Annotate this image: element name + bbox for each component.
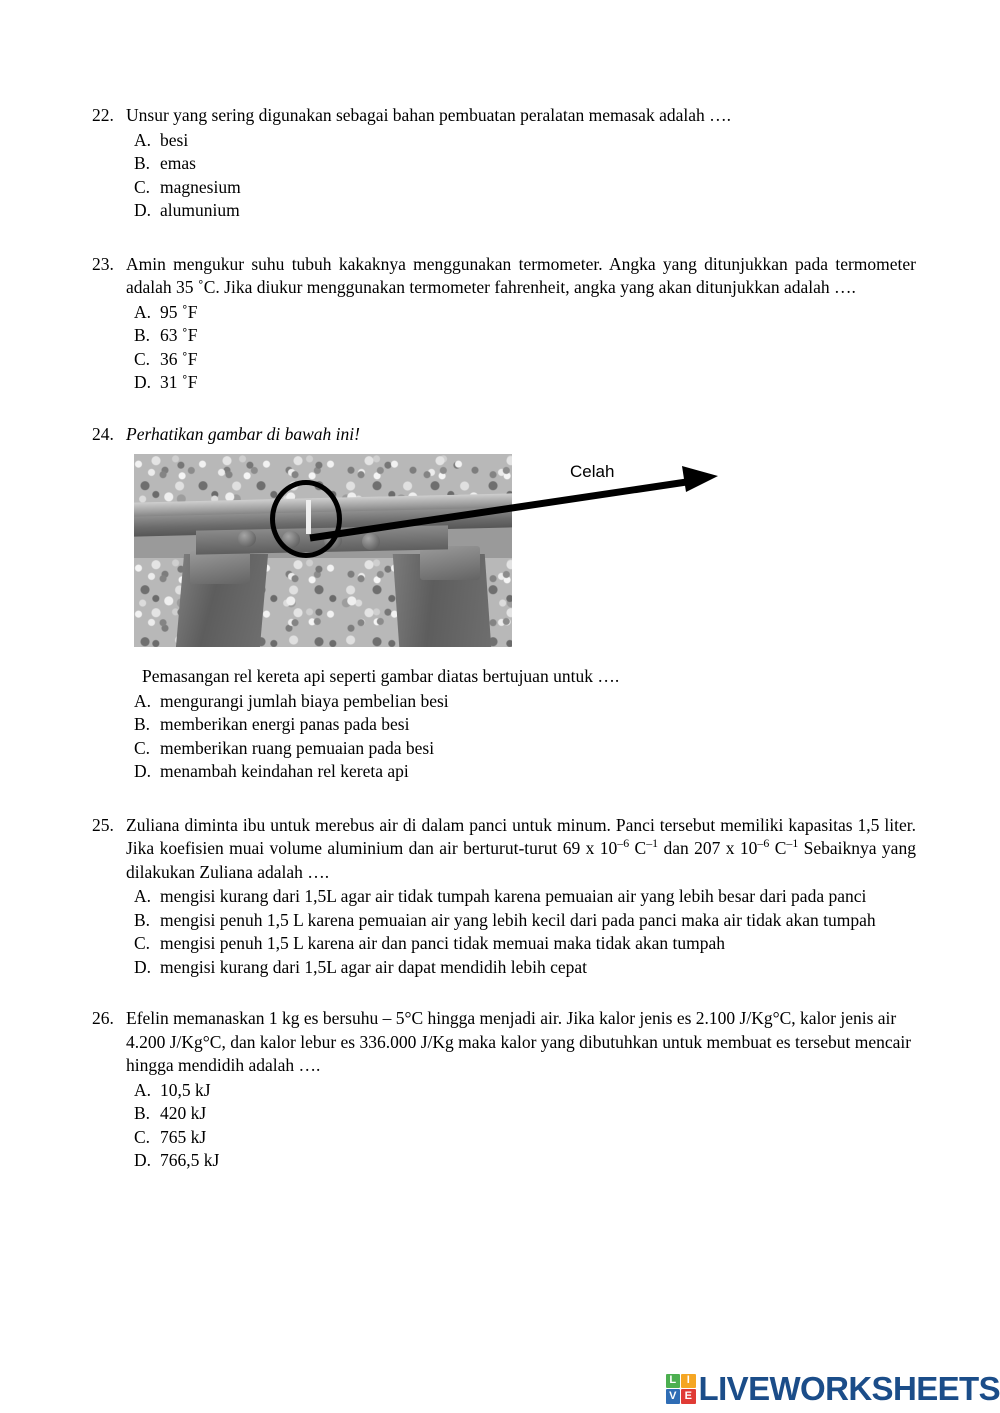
rail-clip-right [420, 546, 480, 580]
question-22-body [126, 104, 916, 128]
bolt [362, 533, 380, 550]
option-letter: A. [134, 886, 152, 906]
option-text: 10,5 kJ [160, 1079, 211, 1100]
question-23-option-b[interactable] [134, 324, 916, 348]
option-letter: A. [134, 1079, 152, 1100]
option-letter: D. [134, 200, 152, 220]
option-letter: B. [134, 1103, 151, 1123]
question-24-figure [134, 454, 874, 659]
question-23-option-d[interactable] [134, 371, 916, 395]
question-22-option-d[interactable] [134, 199, 916, 223]
option-text: mengurangi jumlah biaya pembelian besi [160, 690, 449, 711]
question-23 [92, 253, 916, 395]
option-letter: D. [134, 372, 152, 392]
question-22-option-c[interactable] [134, 176, 916, 200]
option-letter: D. [134, 761, 152, 781]
stem-superscript: –1 [786, 836, 799, 851]
option-letter: A. [134, 301, 152, 322]
option-letter: C. [134, 176, 151, 197]
option-text: mengisi penuh 1,5 L karena pemuaian air yang lebih kecil dari pada panci maka air tidak akan tumpah [160, 909, 876, 930]
question-24-option-b[interactable] [134, 713, 916, 737]
question-25 [92, 814, 916, 980]
questions-container [92, 104, 916, 1173]
celah-annotation-label: Celah [570, 462, 615, 481]
question-26-option-b[interactable] [134, 1102, 916, 1126]
question-26 [92, 1007, 916, 1173]
question-23-stem: Amin mengukur suhu tubuh kakaknya menggunakan termometer. Angka yang ditunjukkan pada termometer adalah 35 ˚C. Jika diukur menggunakan termometer fahrenheit, angka yang akan ditunjukkan adalah …. [126, 253, 916, 297]
question-25-stem [126, 814, 916, 885]
option-text: memberikan ruang pemuaian pada besi [160, 737, 435, 758]
rail-clip-left [190, 550, 250, 584]
question-25-option-a[interactable] [134, 885, 916, 909]
question-25-options [92, 885, 916, 979]
stem-superscript: –6 [757, 836, 770, 851]
logo-tile-e: E [681, 1389, 696, 1404]
option-text: 420 kJ [160, 1103, 207, 1123]
stem-part: Zuliana diminta ibu untuk merebus air di dalam panci untuk minum. Panci tersebut memiliki kapasitas 1,5 liter. Jika koefisien muai volume aluminium dan air berturut-turut 69 x 10 [126, 814, 916, 858]
question-25-option-b[interactable] [134, 909, 916, 933]
option-text: 36 ˚F [160, 348, 198, 369]
logo-tile-l: L [666, 1374, 681, 1389]
question-24-body [126, 423, 916, 447]
question-26-option-c[interactable] [134, 1126, 916, 1150]
option-letter: B. [134, 909, 151, 930]
question-26-body [126, 1007, 916, 1078]
option-text: besi [160, 129, 189, 150]
option-letter: B. [134, 325, 151, 345]
liveworksheets-logo-icon [666, 1374, 696, 1404]
option-letter: B. [134, 714, 151, 734]
question-26-number: 26. [92, 1008, 114, 1028]
stem-superscript: –1 [646, 836, 659, 851]
option-text: emas [160, 153, 196, 173]
option-text: magnesium [160, 176, 241, 197]
question-22-number: 22. [92, 105, 114, 125]
circle-annotation-icon [270, 480, 342, 558]
question-26-option-d[interactable] [134, 1149, 916, 1173]
option-text: 766,5 kJ [160, 1150, 220, 1170]
question-22 [92, 104, 916, 223]
question-24-caption: Pemasangan rel kereta api seperti gambar diatas bertujuan untuk …. [142, 666, 620, 686]
logo-tile-i: I [681, 1374, 696, 1389]
option-letter: C. [134, 933, 151, 953]
option-letter: D. [134, 956, 152, 977]
question-22-option-a[interactable] [134, 129, 916, 153]
liveworksheets-logo[interactable] [666, 1372, 1000, 1405]
question-26-stem: Efelin memanaskan 1 kg es bersuhu – 5°C hingga menjadi air. Jika kalor jenis es 2.100 J/Kg°C, kalor jenis air 4.200 J/Kg°C, dan kalor lebur es 336.000 J/Kg maka kalor yang dibutuhkan untuk membuat es tersebut mencair hingga mendidih adalah …. [126, 1008, 912, 1075]
question-25-number: 25. [92, 814, 114, 835]
question-23-number: 23. [92, 253, 114, 274]
option-text: mengisi kurang dari 1,5L agar air tidak tumpah karena pemuaian air yang lebih besar dari pada panci [160, 886, 867, 906]
question-24-number: 24. [92, 423, 114, 444]
question-25-option-c[interactable] [134, 932, 916, 956]
question-25-option-d[interactable] [134, 956, 916, 980]
question-23-body [126, 253, 916, 300]
question-23-option-a[interactable] [134, 301, 916, 325]
question-24 [92, 423, 916, 784]
bolt [238, 530, 256, 547]
option-letter: A. [134, 690, 152, 711]
option-letter: C. [134, 1126, 151, 1147]
option-text: 95 ˚F [160, 301, 198, 322]
question-24-option-d[interactable] [134, 760, 916, 784]
question-24-stem-row [92, 423, 916, 447]
logo-tile-v: V [666, 1389, 681, 1404]
option-letter: A. [134, 129, 152, 150]
stem-part: Sebaiknya yang dilakukan Zuliana adalah …. [126, 838, 916, 882]
option-letter: C. [134, 348, 151, 369]
option-letter: D. [134, 1150, 152, 1170]
question-24-option-c[interactable] [134, 737, 916, 761]
question-26-options [92, 1079, 916, 1173]
question-25-body [126, 814, 916, 885]
question-23-option-c[interactable] [134, 348, 916, 372]
option-text: memberikan energi panas pada besi [160, 714, 410, 734]
option-text: 63 ˚F [160, 325, 198, 345]
option-text: 765 kJ [160, 1126, 207, 1147]
question-22-options [92, 129, 916, 223]
option-letter: C. [134, 737, 151, 758]
question-24-options [92, 690, 916, 784]
liveworksheets-wordmark: LIVEWORKSHEETS [698, 1370, 1000, 1407]
railway-track-photo [134, 454, 512, 647]
option-text: 31 ˚F [160, 372, 198, 392]
option-text: alumunium [160, 200, 240, 220]
question-22-stem-row [92, 104, 916, 128]
question-26-stem-row [92, 1007, 916, 1078]
question-25-stem-row [92, 814, 916, 885]
question-23-stem-row [92, 253, 916, 300]
stem-part: C [629, 838, 647, 858]
option-letter: B. [134, 153, 151, 173]
option-text: menambah keindahan rel kereta api [160, 761, 409, 781]
stem-superscript: –6 [617, 836, 630, 851]
question-24-stem: Perhatikan gambar di bawah ini! [126, 423, 360, 444]
option-text: mengisi kurang dari 1,5L agar air dapat mendidih lebih cepat [160, 956, 587, 977]
question-22-option-b[interactable] [134, 152, 916, 176]
question-26-option-a[interactable] [134, 1079, 916, 1103]
question-23-options [92, 301, 916, 395]
question-24-option-a[interactable] [134, 690, 916, 714]
stem-part: dan 207 x 10 [658, 838, 758, 858]
question-22-stem: Unsur yang sering digunakan sebagai bahan pembuatan peralatan memasak adalah …. [126, 105, 731, 125]
option-text: mengisi penuh 1,5 L karena air dan panci tidak memuai maka tidak akan tumpah [160, 933, 725, 953]
stem-part: C [769, 838, 787, 858]
